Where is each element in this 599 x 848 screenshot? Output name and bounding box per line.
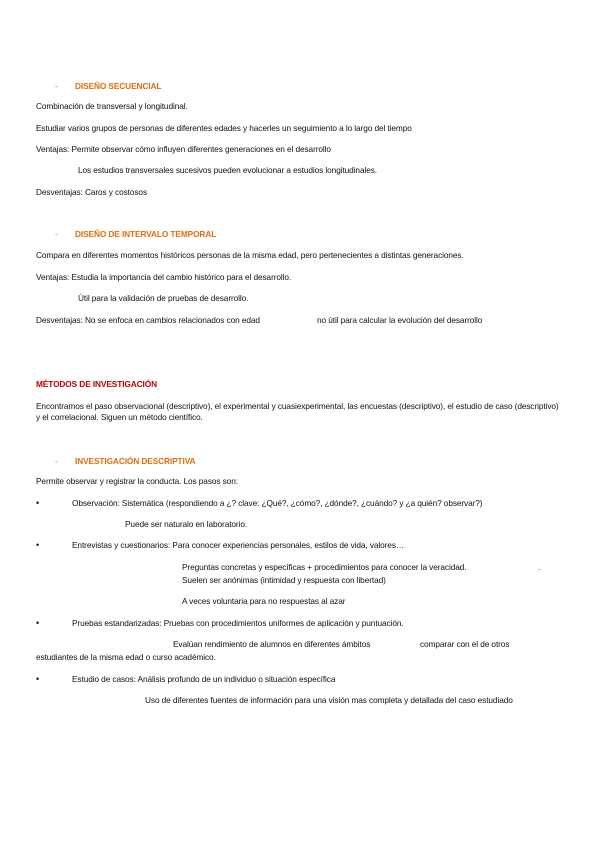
text-line: Ventajas: Estudia la importancia del cambio histórico para el desarrollo. [36,272,292,282]
text-line: Suelen ser anónimas (intimidad y respuesta con libertad) [182,575,386,585]
text-line: Útil para la validación de pruebas de desarrollo. [78,293,249,303]
heading-investigacion-descriptiva: INVESTIGACIÓN DESCRIPTIVA [75,456,196,466]
text-line: Desventajas: No se enfoca en cambios relacionados con edad [36,315,260,325]
list-item-pruebas: Pruebas estandarizadas: Pruebas con procedimientos uniformes de aplicación y puntuación. [72,618,404,628]
text-line: Uso de diferentes fuentes de información para una visión mas completa y detallada del caso estudiado [145,695,513,705]
text-line: Evalúan rendimiento de alumnos en diferentes ámbitos [173,639,371,649]
text-line: no útil para calcular la evolución del desarrollo [317,315,483,325]
text-line: Preguntas concretas y específicas + procedimientos para conocer la veracidad. [182,562,467,572]
list-item-observacion: Observación: Sistemática (respondiendo a ¿? clave: ¿Qué?, ¿cómo?, ¿dónde?, ¿cuándo? y ¿a quién? observar?) [72,498,483,508]
list-item-estudio-casos: Estudio de casos: Análisis profundo de un individuo o situación específica [72,674,336,684]
section-dash: - [55,229,58,239]
text-line: estudiantes de la misma edad o curso académico. [36,652,216,662]
heading-diseno-secuencial: DISEÑO SECUENCIAL [75,81,162,91]
list-item-entrevistas: Entrevistas y cuestionarios: Para conocer experiencias personales, estilos de vida, valores… [72,540,405,550]
text-line: Desventajas: Caros y costosos [36,187,148,197]
text-line: Combinación de transversal y longitudinal. [36,101,188,111]
bullet-icon: • [36,674,40,684]
heading-metodos: MÉTODOS DE INVESTIGACIÓN [36,379,157,389]
bullet-icon: • [36,618,40,628]
heading-diseno-intervalo: DISEÑO DE INTERVALO TEMPORAL [75,229,217,239]
text-line: Compara en diferentes momentos históricos personas de la misma edad, pero pertenecientes a distintas generaciones. [36,250,464,260]
bullet-icon: • [36,540,40,550]
text-line: Los estudios transversales sucesivos pueden evolucionar a estudios longitudinales. [78,165,377,175]
text-line: A veces voluntaria para no respuestas al azar [182,596,346,606]
text-line: Puede ser naturalo en laboratorio. [125,519,248,529]
section-dash: - [55,81,58,91]
text-line: Estudiar varios grupos de personas de diferentes edades y hacerles un seguimiento a lo largo del tiempo [36,123,412,133]
paragraph-metodos: Encontramos el paso observacional (descriptivo), el experimental y cuasiexperimental, las encuestas (descriptivo), el estudio de caso (descriptivo) y el correlacional. Siguen un método científico. [36,401,559,422]
section-dash: - [55,456,58,466]
text-line: Permite observar y registrar la conducta. Los pasos son: [36,476,238,486]
text-line: . [538,562,541,572]
bullet-icon: • [36,498,40,508]
text-line: comparar con el de otros [420,639,510,649]
text-line: Ventajas: Permite observar cómo influyen diferentes generaciones en el desarrollo [36,144,331,154]
